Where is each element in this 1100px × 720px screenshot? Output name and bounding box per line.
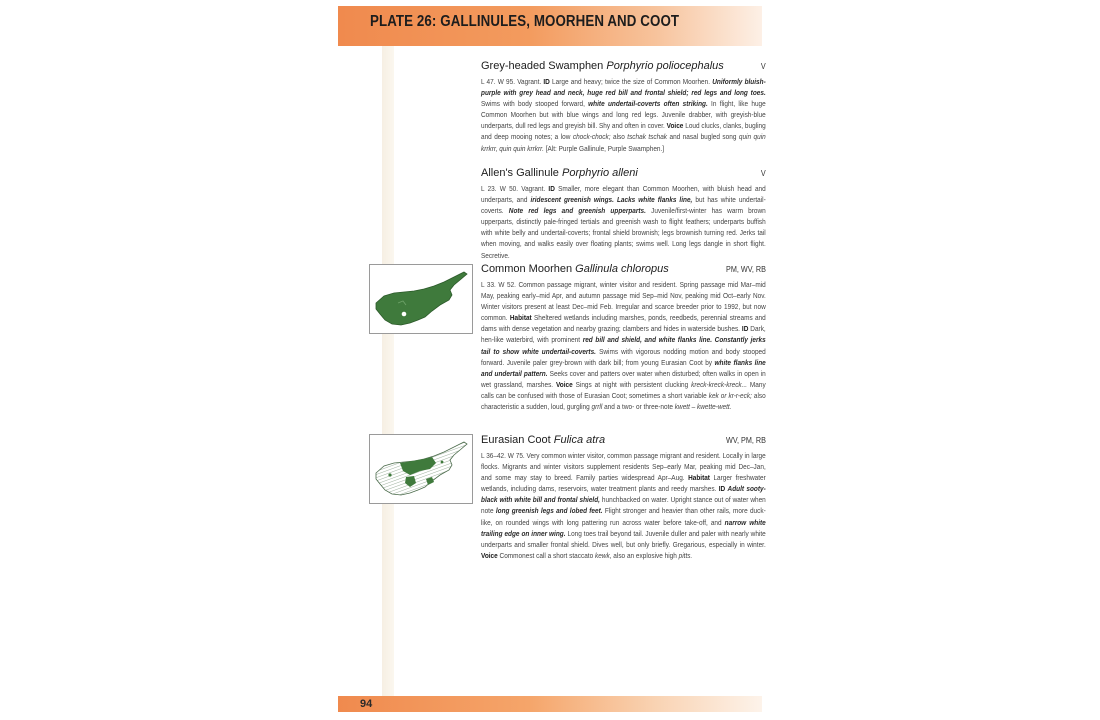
page-number: 94 bbox=[360, 698, 373, 710]
species-latin-name: Porphyrio poliocephalus bbox=[606, 60, 724, 72]
footer-bar bbox=[338, 696, 762, 712]
species-latin-name: Porphyrio alleni bbox=[561, 167, 638, 179]
species-entry-allens-gallinule bbox=[481, 167, 766, 261]
plate-title: PLATE 26: GALLINULES, MOORHEN AND COOT bbox=[370, 13, 680, 30]
species-latin-name: Fulica atra bbox=[553, 434, 606, 446]
species-entry-eurasian-coot bbox=[481, 434, 766, 561]
distribution-map-common-moorhen bbox=[369, 264, 473, 334]
species-description: L 36–42. W 75. Very common winter visitor, common passage migrant and resident. Locally in large flocks. Migrants and winter visitors supplement residents Sep–early Mar, peaking mid Dec–Jan, and some may stay to breed. Family parties widespread Apr–Aug. Habitat Larger freshwater wetlands, including dams, reservoirs, water treatment plants and reedy marshes. ID Adult sooty-black with white bill and frontal shield, hunchbacked on water. Upright stance out of water when note long greenish legs and lobed feet. Flight stronger and heavier than other rails, more duck-like, on rounded wings with long pattering run across water before take-off, and narrow white trailing edge on inner wing. Long toes trail beyond tail. Juvenile duller and paler with nearly white underparts and smaller frontal shield. Dives well, but only briefly. Gregarious, especially in winter. Voice Commonest call a short staccato kewk, also an explosive high pitts. bbox=[481, 451, 766, 560]
species-name: Eurasian Coot Fulica atra bbox=[481, 434, 606, 446]
cyprus-map-icon bbox=[370, 435, 472, 503]
species-name: Common Moorhen Gallinula chloropus bbox=[481, 263, 669, 275]
species-status: V bbox=[761, 168, 766, 178]
species-status: V bbox=[761, 61, 766, 71]
species-name: Allen's Gallinule Porphyrio alleni bbox=[481, 167, 638, 179]
species-latin-name: Gallinula chloropus bbox=[575, 263, 669, 275]
margin-strip bbox=[382, 46, 394, 696]
species-entry-common-moorhen bbox=[481, 263, 766, 412]
species-status: PM, WV, RB bbox=[726, 264, 766, 274]
species-name: Grey-headed Swamphen Porphyrio poliocephalus bbox=[481, 60, 724, 72]
species-description: L 33. W 52. Common passage migrant, winter visitor and resident. Spring passage mid Mar–mid May, peaking early–mid Apr, and autumn passage mid Sep–mid Nov, peaking mid Oct–early Nov. Winter visitors present at least Dec–mid Feb. Irregular and scarce breeder prior to 1992, but now common. Habitat Sheltered wetlands including marshes, ponds, reedbeds, perennial streams and dams with dense vegetation and nearby grazing; clambers and hides in waterside bushes. ID Dark, hen-like waterbird, with prominent red bill and shield, and white flanks line. Constantly jerks tail to show white undertail-coverts. Swims with vigorous nodding motion and body stooped forward. Juvenile paler grey-brown with dark bill; from young Eurasian Coot by white flanks line and undertail pattern. Seeks cover and patters over water when disturbed; often walks in open in wet grassland, marshes. Voice Sings at night with persistent clucking kreck-kreck-kreck... Many calls can be confused with those of Eurasian Coot; sometimes a short variable kek or kr-r-eck; also characteristic a sudden, loud, gurgling grrll and a two- or three-note kwett – kwette-wett. bbox=[481, 280, 766, 412]
distribution-map-eurasian-coot bbox=[369, 434, 473, 504]
species-description: L 47. W 95. Vagrant. ID Large and heavy; twice the size of Common Moorhen. Uniformly bluish-purple with grey head and neck, huge red bill and frontal shield; red legs and long toes. Swims with body stooped forward, white undertail-coverts often striking. In flight, like huge Common Moorhen but with blue wings and long red legs. Juvenile drabber, with greyish-blue underparts, dull red legs and greyish bill. Shy and often in cover. Voice Loud clucks, clanks, bugling and deep mooing notes; a low chock-chock; also tschak tschak and nasal bugled song quin quin krrkrr, quin quin krrkrr. [Alt: Purple Gallinule, Purple Swamphen.] bbox=[481, 77, 766, 153]
book-page bbox=[338, 0, 766, 720]
cyprus-map-icon bbox=[370, 265, 472, 333]
species-entry-grey-headed-swamphen bbox=[481, 60, 766, 154]
species-description: L 23. W 50. Vagrant. ID Smaller, more elegant than Common Moorhen, with bluish head and underparts, and iridescent greenish wings. Lacks white flanks line, but has white undertail-coverts. Note red legs and greenish upperparts. Juvenile/first-winter has warm brown upperparts, distinctly pale-fringed tertials and greenish wash to flight feathers; underparts buffish with white belly and undertail-coverts; frontal shield brownish; legs brownish turning red. Jerks tail when moving, and walks easily over floating plants; swims well. Long legs dangle in short flight. Secretive. bbox=[481, 184, 766, 260]
species-status: WV, PM, RB bbox=[726, 435, 766, 445]
